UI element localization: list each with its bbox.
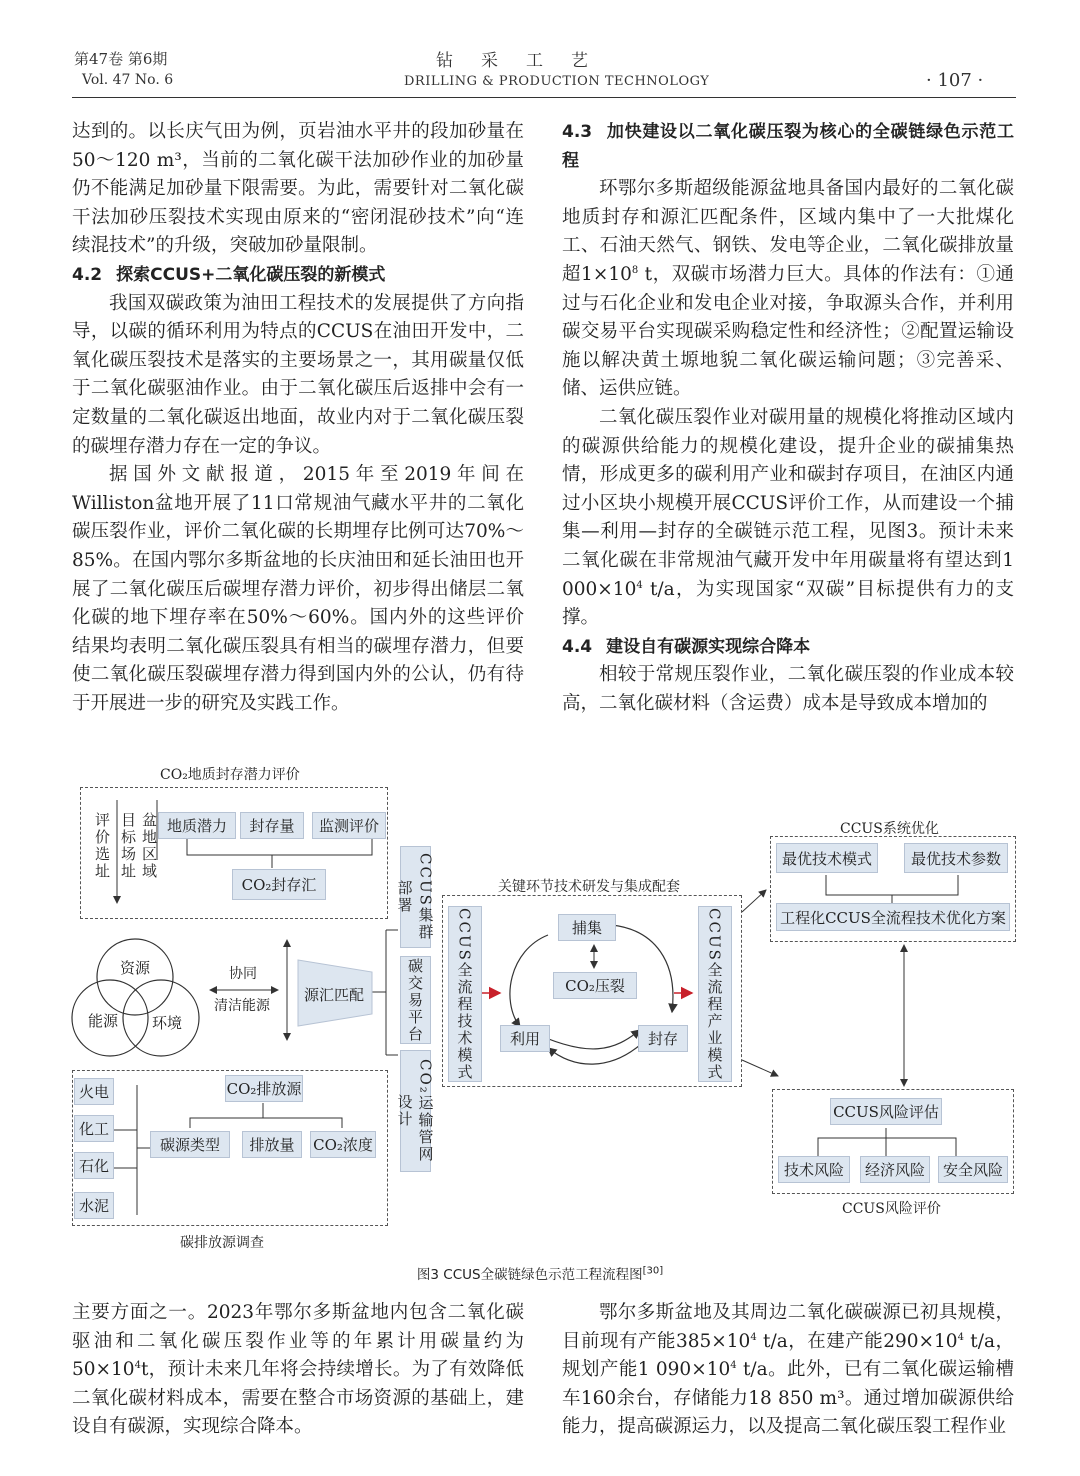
store-box: 封存 <box>638 1025 688 1052</box>
key-tech-title: 关键环节技术研发与集成配套 <box>498 879 680 895</box>
capture-box: 捕集 <box>558 914 616 941</box>
paragraph: 据国外文献报道，2015年至2019年间在Williston盆地开展了11口常规油气藏水平井的二氧化碳压裂作业，评价二氧化碳的长期埋存比例可达70%～85%。在国内鄂尔多斯盆地的长庆油田和延长油田也开展了二氧化碳压后碳埋存潜力评价，初步得出储层二氧化碳的地下埋存率在50%～60%。国内外的这些评价结果均表明二氧化碳压裂具有相当的碳埋存潜力，但要使二氧化碳压裂碳埋存潜力得到国内外的公认，仍有待于开展进一步的研究及实践工作。 <box>72 464 524 714</box>
section-heading-4-2: 4.2 探索CCUS+二氧化碳压裂的新模式 <box>72 264 386 285</box>
safety-risk-box: 安全风险 <box>938 1156 1008 1183</box>
journal-title-cn: 钻采工艺 <box>436 51 616 71</box>
co2-sink-box: CO₂封存汇 <box>232 869 326 900</box>
eval-select-label: 评价选址 <box>93 812 111 880</box>
volume-issue-cn: 第47卷 第6期 <box>74 50 168 68</box>
emission-amount-box: 排放量 <box>242 1131 302 1158</box>
full-tech-mode-box: CCUS全流程技术模式 <box>448 906 482 1082</box>
geo-potential-box: 地质潜力 <box>158 812 236 839</box>
paragraph: 我国双碳政策为油田工程技术的发展提供了方向指导，以碳的循环利用为特点的CCUS在油田开发中，二氧化碳压裂技术是落实的主要场景之一，其用碳量仅低于二氧化碳驱油作业。由于二氧化碳压后返排中会有一定数量的二氧化碳返出地面，故业内对于二氧化碳压裂的碳埋存潜力存在一定的争议。 <box>72 292 524 457</box>
emission-source-box: CO₂排放源 <box>225 1075 303 1102</box>
paragraph: 达到的。以长庆气田为例，页岩油水平井的段加砂量在50～120 m³，当前的二氧化碳干法加砂作业的加砂量仍不能满足加砂量下限需要。为此，需要针对二氧化碳干法加砂压裂技术实现由原来的“密闭混砂技术”向“连续混技术”的升级，突破加砂量限制。 <box>72 121 524 257</box>
emission-survey-label: 碳排放源调查 <box>180 1235 264 1251</box>
best-mode-box: 最优技术模式 <box>776 843 878 873</box>
risk-assess-box: CCUS风险评估 <box>830 1098 942 1125</box>
opt-plan-box: 工程化CCUS全流程技术优化方案 <box>776 903 1010 931</box>
basin-target-label: 盆地区域目标场址 <box>119 812 158 880</box>
tech-risk-box: 技术风险 <box>778 1156 850 1183</box>
figure-caption: 图3 CCUS全碳链绿色示范工程流程图[30] <box>416 1265 664 1283</box>
page-number: · 107 · <box>926 70 984 91</box>
econ-risk-box: 经济风险 <box>860 1156 930 1183</box>
thermal-power-box: 火电 <box>74 1078 114 1105</box>
system-opt-title: CCUS系统优化 <box>840 821 939 837</box>
section-heading-4-3: 4.3 加快建设以二氧化碳压裂为核心的全碳链绿色示范工程 <box>562 122 1014 171</box>
resource-label: 资源 <box>120 959 151 977</box>
ccus-cluster-box: CCUS集群部署 <box>400 846 431 948</box>
paragraph: 二氧化碳压裂作业对碳用量的规模化将推动区域内的碳源供给能力的规模化建设，提升企业的碳捕集热情，形成更多的碳利用产业和碳封存项目，在油区内通过小区块小规模开展CCUS评价工作，从而建设一个捕集—利用—封存的全碳链示范工程，见图3。预计未来二氧化碳在非常规油气藏开发中年用碳量将有望达到1 $000\times 10^4$ t/a，为实现国家“双碳”目标提供有力的支撑。 <box>562 406 1014 629</box>
energy-label: 能源 <box>88 1012 119 1030</box>
best-param-box: 最优技术参数 <box>904 843 1008 873</box>
clean-energy-label: 清洁能源 <box>214 998 270 1014</box>
cement-box: 水泥 <box>74 1192 114 1219</box>
co2-conc-box: CO₂浓度 <box>310 1131 376 1158</box>
co2-pipeline-box: CO₂运输管网设计 <box>400 1050 431 1172</box>
paragraph: 主要方面之一。2023年鄂尔多斯盆地内包含二氧化碳驱油和二氧化碳压裂作业等的年累计用碳量约为$50\times 10^4t$，预计未来几年将会持续增长。为了有效降低二氧化碳材料成本，需要在整合市场资源的基础上，建设自有碳源，实现综合降本。 <box>72 1302 524 1438</box>
source-type-box: 碳源类型 <box>150 1131 230 1158</box>
section-heading-4-4: 4.4 建设自有碳源实现综合降本 <box>562 636 811 657</box>
utilize-box: 利用 <box>500 1025 550 1052</box>
geo-storage-title: CO₂地质封存潜力评价 <box>160 767 300 783</box>
chemical-box: 化工 <box>74 1115 114 1142</box>
right-column-bottom <box>562 1299 1014 1442</box>
monitor-eval-box: 监测评价 <box>312 812 386 839</box>
left-column-bottom <box>72 1299 524 1442</box>
paragraph: 鄂尔多斯盆地及其周边二氧化碳碳源已初具规模，目前现有产能$385\times 10^4$ t/a，在建产能$290\times 10^4$ t/a，规划产能1 $090\times 10^4$ t/a。此外，已有二氧化碳运输槽车160余台，存储能力18 850 m³。通过增加碳源供给能力，提高碳源运力，以及提高二氧化碳压裂工程作业 <box>562 1302 1014 1438</box>
paragraph: 相较于常规压裂作业，二氧化碳压裂的作业成本较高，二氧化碳材料（含运费）成本是导致成本增加的 <box>562 664 1014 714</box>
paragraph: 环鄂尔多斯超级能源盆地具备国内最好的二氧化碳地质封存和源汇匹配条件，区域内集中了一大批煤化工、石油天然气、钢铁、发电等企业，二氧化碳排放量超$1\times 10^8$ t，双碳市场潜力巨大。具体的作法有：①通过与石化企业和发电企业对接，争取源头合作，并利用碳交易平台实现碳采购稳定性和经济性；②配置运输设施以解决黄土塬地貌二氧化碳运输问题；③完善采、储、运供应链。 <box>562 178 1014 400</box>
source-sink-label: 源汇匹配 <box>304 986 365 1004</box>
storage-amount-box: 封存量 <box>240 812 304 839</box>
petrochem-box: 石化 <box>74 1152 114 1179</box>
volume-issue-en: Vol. 47 No. 6 <box>82 72 174 88</box>
risk-eval-title: CCUS风险评价 <box>842 1201 941 1217</box>
carbon-trade-box: 碳交易平台 <box>400 956 431 1044</box>
full-industry-mode-box: CCUS全流程产业模式 <box>698 906 732 1082</box>
journal-title-en: DRILLING & PRODUCTION TECHNOLOGY <box>404 74 710 89</box>
co2-frac-box: CO₂压裂 <box>553 972 637 999</box>
environment-label: 环境 <box>152 1014 183 1032</box>
synergy-label: 协同 <box>229 966 257 982</box>
